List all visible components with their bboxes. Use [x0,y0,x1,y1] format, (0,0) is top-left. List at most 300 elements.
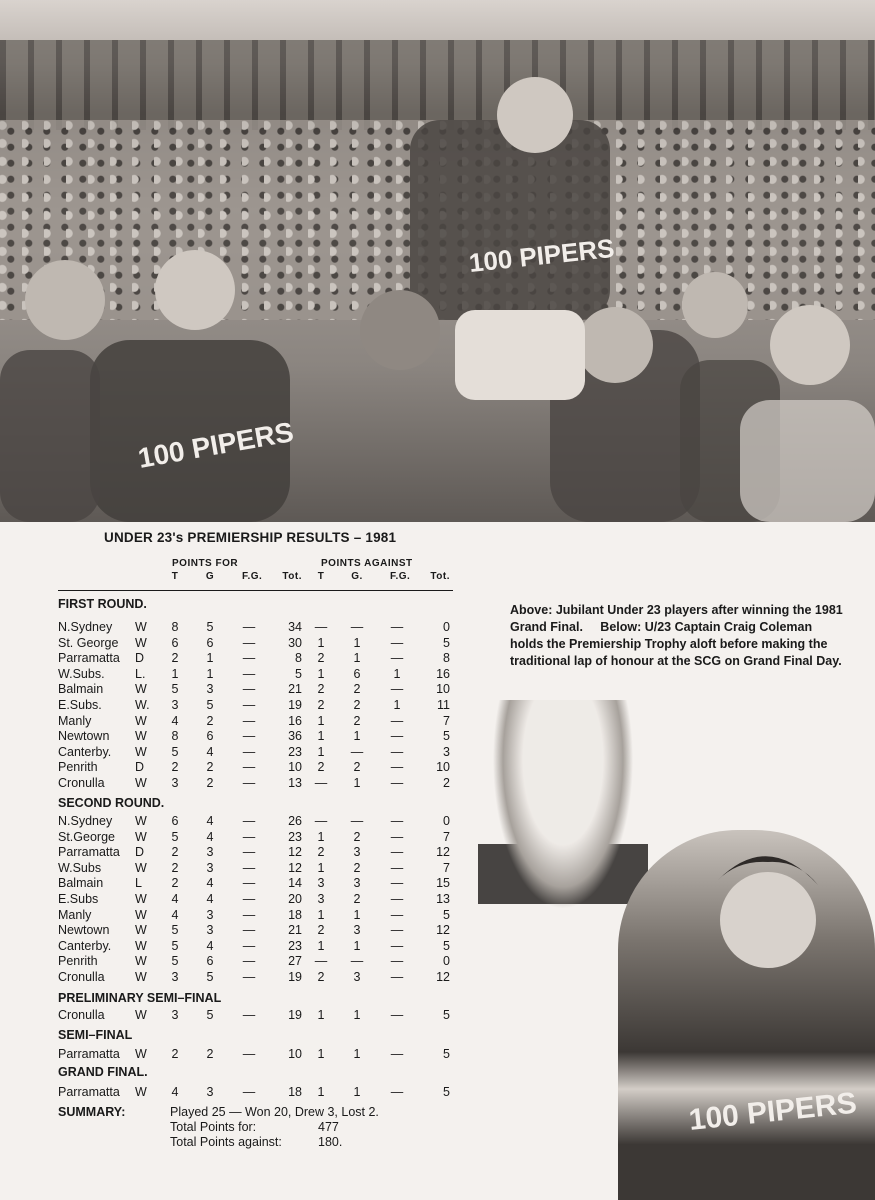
team-name: Parramatta [58,651,120,666]
table-row [0,813,470,829]
goals-against: 2 [353,829,361,844]
field-goals-for: — [242,1047,256,1061]
team-name: Newtown [58,729,110,744]
field-goals-against: — [390,829,404,844]
table-row [0,713,470,729]
field-goals-for: — [242,698,256,712]
column-header: T [317,571,325,582]
tries-against: 2 [317,845,325,860]
tries-against: 2 [317,682,325,697]
total-for: 34 [288,620,302,634]
result: W [135,729,147,744]
result: W [135,682,147,697]
tries-against: 1 [317,729,325,744]
column-header: Tot. [430,571,450,582]
team-name: Canterby. [58,938,112,953]
tries-for: 5 [171,954,179,969]
field-goals-against: — [390,760,404,775]
summary-played: Played 25 — Won 20, Drew 3, Lost 2. [170,1105,379,1119]
tries-against: 2 [317,698,325,712]
result: W [135,744,147,759]
tries-for: 2 [171,845,179,860]
goals-for: 3 [206,860,214,875]
total-for: 23 [288,744,302,759]
goals-against: 2 [353,713,361,728]
tries-for: 2 [171,1047,179,1061]
result: W [135,1047,147,1061]
total-against: 12 [436,845,450,860]
total-for: 13 [288,776,302,790]
tries-for: 3 [171,970,179,984]
table-row [0,1084,470,1100]
header-points-against: POINTS AGAINST [321,558,413,569]
field-goals-for: — [242,907,256,922]
column-header: F.G. [390,571,411,582]
tries-against: 2 [317,651,325,666]
photo-caption [510,602,875,670]
tries-against: — [314,954,328,969]
caption-line: holds the Premiership Trophy aloft before making the [510,637,828,651]
jersey-text-bottom: 100 PIPERS [687,1086,859,1137]
field-goals-against: — [390,1085,404,1099]
table-row [0,775,470,791]
table-row [0,844,470,860]
goals-against: 1 [353,729,361,744]
tries-for: 4 [171,907,179,922]
result: W [135,892,147,906]
goals-against: — [350,620,364,634]
goals-against: 2 [353,698,361,712]
column-header: F.G. [242,571,263,582]
goals-against: 1 [353,907,361,922]
tries-for: 3 [171,698,179,712]
field-goals-against: — [390,814,404,828]
goals-for: 4 [206,876,214,891]
total-for: 30 [288,635,302,650]
goals-for: 6 [206,954,214,969]
result: W [135,923,147,938]
team-name: Manly [58,713,92,728]
field-goals-for: — [242,1085,256,1099]
tries-for: 8 [171,620,179,634]
table-row [0,875,470,891]
tries-for: 1 [171,666,179,681]
team-name: W.Subs [58,860,102,875]
total-against: 3 [443,744,450,759]
result: W [135,938,147,953]
field-goals-for: — [242,729,256,744]
team-name: Penrith [58,954,98,969]
field-goals-against: — [390,938,404,953]
total-for: 14 [288,876,302,891]
tries-for: 2 [171,876,179,891]
goals-against: 2 [353,760,361,775]
goals-for: 4 [206,744,214,759]
total-against: 0 [443,620,450,634]
goals-against: 3 [353,923,361,938]
table-row [0,728,470,744]
field-goals-against: — [390,970,404,984]
tries-for: 6 [171,814,179,828]
total-for: 20 [288,892,302,906]
caption-line: Above: Jubilant Under 23 players after winning the 1981 [510,603,843,617]
tries-against: 1 [317,666,325,681]
team-name: Balmain [58,876,104,891]
tries-for: 4 [171,1085,179,1099]
tries-against: — [314,814,328,828]
total-for: 36 [288,729,302,744]
team-name: Cronulla [58,970,105,984]
field-goals-against: — [390,682,404,697]
team-name: Penrith [58,760,98,775]
team-name: W.Subs. [58,666,105,681]
table-row [0,744,470,760]
field-goals-against: — [390,776,404,790]
table-row [0,759,470,775]
tries-for: 5 [171,938,179,953]
field-goals-against: — [390,923,404,938]
tries-against: 1 [317,1047,325,1061]
total-for: 19 [288,1008,302,1022]
table-row [0,891,470,907]
total-against: 13 [436,892,450,906]
field-goals-against: — [390,713,404,728]
tries-for: 3 [171,1008,179,1022]
result: W [135,1008,147,1022]
photo-captain-trophy [468,690,875,1200]
column-header: G [205,571,215,582]
tries-for: 5 [171,744,179,759]
team-name: Cronulla [58,776,105,790]
tries-against: 2 [317,760,325,775]
tries-for: 4 [171,713,179,728]
field-goals-for: — [242,892,256,906]
goals-for: 5 [206,1008,214,1022]
goals-against: 1 [353,635,361,650]
team-name: N.Sydney [58,620,113,634]
photo-celebrating-players [0,0,875,522]
tries-for: 2 [171,760,179,775]
total-against: 15 [436,876,450,891]
result: W [135,970,147,984]
result: W [135,814,147,828]
tries-against: 3 [317,892,325,906]
total-against: 5 [443,1085,450,1099]
section-title: FIRST ROUND. [58,597,147,611]
table-row [0,953,470,969]
table-row [0,681,470,697]
total-for: 27 [288,954,302,969]
section-title: GRAND FINAL. [58,1065,148,1079]
summary-points-for-value: 477 [318,1120,339,1134]
total-for: 10 [288,1047,302,1061]
section-title: SECOND ROUND. [58,796,165,810]
field-goals-for: — [242,1008,256,1022]
tries-against: 1 [317,713,325,728]
tries-for: 6 [171,635,179,650]
field-goals-for: — [242,923,256,938]
field-goals-against: — [390,860,404,875]
field-goals-against: — [390,907,404,922]
total-for: 23 [288,829,302,844]
tries-for: 4 [171,892,179,906]
result: D [135,760,145,775]
total-against: 5 [443,1047,450,1061]
result: W [135,776,147,790]
total-for: 8 [295,651,302,666]
goals-against: 1 [353,1085,361,1099]
team-name: Cronulla [58,1008,105,1022]
result: D [135,651,145,666]
field-goals-for: — [242,620,256,634]
total-against: 10 [436,760,450,775]
total-against: 7 [443,713,450,728]
goals-for: 2 [206,760,214,775]
goals-for: 1 [206,666,214,681]
field-goals-for: — [242,954,256,969]
tries-for: 8 [171,729,179,744]
field-goals-against: — [390,620,404,634]
tries-against: 1 [317,635,325,650]
field-goals-for: — [242,829,256,844]
result: L [135,876,142,891]
total-against: 16 [436,666,450,681]
field-goals-for: — [242,938,256,953]
field-goals-against: — [390,729,404,744]
field-goals-for: — [242,860,256,875]
team-name: Newtown [58,923,110,938]
total-against: 5 [443,635,450,650]
total-against: 5 [443,938,450,953]
goals-against: — [350,744,364,759]
field-goals-for: — [242,682,256,697]
table-row [0,619,470,635]
goals-against: 3 [353,845,361,860]
svg-text:100 PIPERS: 100 PIPERS [135,416,296,474]
total-against: 2 [443,776,450,790]
field-goals-for: — [242,876,256,891]
goals-for: 4 [206,814,214,828]
team-name: N.Sydney [58,814,113,828]
field-goals-against: — [390,635,404,650]
goals-for: 4 [206,938,214,953]
field-goals-for: — [242,635,256,650]
team-name: Parramatta [58,845,120,860]
team-name: Parramatta [58,1047,120,1061]
field-goals-against: — [390,954,404,969]
goals-for: 4 [206,829,214,844]
total-for: 21 [288,682,302,697]
total-for: 16 [288,713,302,728]
column-header: Tot. [282,571,302,582]
table-row [0,829,470,845]
table-row [0,1046,470,1062]
total-against: 7 [443,860,450,875]
goals-for: 2 [206,713,214,728]
total-for: 18 [288,907,302,922]
jersey-text-top: 100 PIPERS [467,232,616,278]
total-for: 19 [288,698,302,712]
table-row [0,969,470,985]
goals-against: — [350,814,364,828]
goals-for: 5 [206,620,214,634]
goals-against: 1 [353,938,361,953]
goals-for: 4 [206,892,214,906]
goals-for: 5 [206,970,214,984]
field-goals-for: — [242,744,256,759]
goals-for: 3 [206,907,214,922]
goals-for: 1 [206,651,214,666]
result: W [135,713,147,728]
tries-against: 1 [317,860,325,875]
team-name: E.Subs. [58,698,102,712]
tries-against: — [314,776,328,790]
total-for: 12 [288,845,302,860]
table-row [0,635,470,651]
total-against: 11 [437,698,450,712]
caption-line: traditional lap of honour at the SCG on Grand Final Day. [510,654,842,668]
goals-against: — [350,954,364,969]
tries-against: 1 [317,938,325,953]
goals-against: 6 [353,666,361,681]
goals-against: 3 [353,970,361,984]
caption-line: Grand Final. Below: U/23 Captain Craig Coleman [510,620,813,634]
table-row [0,1007,470,1023]
table-row [0,907,470,923]
tries-against: 3 [317,876,325,891]
summary-label: SUMMARY: [58,1105,126,1119]
summary-points-against-value: 180. [318,1135,343,1149]
players-illustration [0,0,875,522]
column-header: T [171,571,179,582]
team-name: Balmain [58,682,104,697]
total-for: 23 [288,938,302,953]
total-for: 18 [288,1085,302,1099]
goals-for: 3 [206,1085,214,1099]
summary-points-for-label: Total Points for: [170,1120,257,1134]
table-row [0,922,470,938]
section-title: PRELIMINARY SEMI–FINAL [58,991,222,1005]
result: W [135,829,147,844]
tries-for: 5 [171,682,179,697]
field-goals-for: — [242,651,256,666]
goals-against: 2 [353,860,361,875]
total-for: 26 [288,814,302,828]
tries-for: 5 [171,923,179,938]
field-goals-for: — [242,776,256,790]
field-goals-against: — [390,651,404,666]
table-row [0,860,470,876]
result: W [135,954,147,969]
result: W [135,907,147,922]
summary-points-against-label: Total Points against: [170,1135,282,1149]
total-against: 8 [443,651,450,666]
goals-for: 2 [206,776,214,790]
goals-against: 1 [353,1008,361,1022]
team-name: Parramatta [58,1085,120,1099]
table-row [0,650,470,666]
goals-against: 2 [353,682,361,697]
total-for: 10 [288,760,302,775]
result: W [135,620,147,634]
tries-against: — [314,620,328,634]
field-goals-for: — [242,760,256,775]
team-name: St.George [58,829,115,844]
goals-for: 3 [206,682,214,697]
divider [58,590,453,591]
field-goals-for: — [242,970,256,984]
field-goals-against: 1 [393,666,401,681]
table-row [0,666,470,682]
header-points-for: POINTS FOR [172,558,239,569]
goals-against: 1 [353,1047,361,1061]
tries-against: 2 [317,970,325,984]
field-goals-against: — [390,1047,404,1061]
total-for: 5 [295,666,302,681]
total-against: 5 [443,907,450,922]
field-goals-against: — [390,876,404,891]
team-name: E.Subs [58,892,99,906]
total-for: 21 [288,923,302,938]
table-row [0,938,470,954]
tries-against: 1 [317,829,325,844]
tries-against: 1 [317,1008,325,1022]
field-goals-against: — [390,892,404,906]
total-against: 12 [436,923,450,938]
goals-against: 2 [353,892,361,906]
goals-against: 1 [353,651,361,666]
goals-against: 3 [353,876,361,891]
tries-against: 1 [317,744,325,759]
field-goals-against: 1 [393,698,401,712]
total-against: 0 [443,814,450,828]
goals-for: 6 [206,635,214,650]
team-name: Canterby. [58,744,112,759]
goals-for: 3 [206,845,214,860]
team-name: St. George [58,635,119,650]
field-goals-against: — [390,845,404,860]
team-name: Manly [58,907,92,922]
field-goals-for: — [242,713,256,728]
tries-for: 5 [171,829,179,844]
field-goals-for: — [242,666,256,681]
goals-for: 5 [206,698,214,712]
total-against: 0 [443,954,450,969]
result: D [135,845,145,860]
field-goals-against: — [390,744,404,759]
tries-against: 2 [317,923,325,938]
total-against: 7 [443,829,450,844]
goals-for: 2 [206,1047,214,1061]
goals-against: 1 [353,776,361,790]
total-against: 5 [443,729,450,744]
total-against: 5 [443,1008,450,1022]
column-header: G. [351,571,363,582]
goals-for: 3 [206,923,214,938]
table-title: UNDER 23's PREMIERSHIP RESULTS – 1981 [104,530,397,545]
field-goals-against: — [390,1008,404,1022]
result: W. [135,698,150,712]
field-goals-for: — [242,845,256,860]
tries-for: 2 [171,860,179,875]
tries-for: 2 [171,651,179,666]
result: L. [135,666,146,681]
section-title: SEMI–FINAL [58,1028,133,1042]
total-against: 12 [436,970,450,984]
goals-for: 6 [206,729,214,744]
field-goals-for: — [242,814,256,828]
total-for: 12 [288,860,302,875]
